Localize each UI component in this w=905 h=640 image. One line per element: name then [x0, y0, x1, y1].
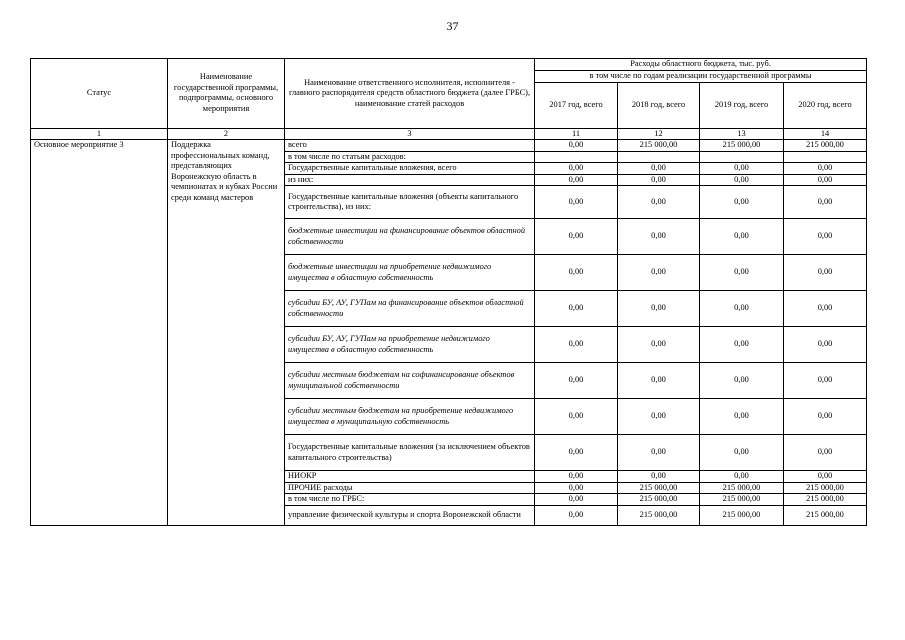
- row-label: бюджетные инвестиции на приобретение недвижимого имущества в областную собственность: [285, 255, 535, 291]
- column-number: 13: [700, 128, 784, 140]
- value-2017: 0,00: [535, 505, 618, 525]
- value-2018: 0,00: [618, 471, 700, 483]
- value-2019: 0,00: [700, 291, 784, 327]
- row-label: Государственные капитальные вложения (за исключением объектов капитального строительства): [285, 435, 535, 471]
- value-2017: 0,00: [535, 255, 618, 291]
- row-label: в том числе по статьям расходов:: [285, 151, 535, 163]
- value-2020: 0,00: [784, 219, 867, 255]
- value-2019: 0,00: [700, 435, 784, 471]
- value-2017: 0,00: [535, 435, 618, 471]
- value-2017: [535, 151, 618, 163]
- value-2018: 0,00: [618, 174, 700, 186]
- row-label: бюджетные инвестиции на финансирование объектов областной собственности: [285, 219, 535, 255]
- value-2018: 0,00: [618, 186, 700, 219]
- value-2020: 0,00: [784, 363, 867, 399]
- value-2019: 215 000,00: [700, 494, 784, 506]
- value-2017: 0,00: [535, 186, 618, 219]
- value-2018: 0,00: [618, 219, 700, 255]
- row-label: ПРОЧИЕ расходы: [285, 482, 535, 494]
- value-2020: 0,00: [784, 291, 867, 327]
- column-number: 3: [285, 128, 535, 140]
- row-label: Государственные капитальные вложения, всего: [285, 163, 535, 175]
- value-2020: 0,00: [784, 471, 867, 483]
- header-program-name: Наименование государственной программы, подпрограммы, основного мероприятия: [168, 59, 285, 129]
- value-2018: 0,00: [618, 363, 700, 399]
- program-cell: Поддержка профессиональных команд, представляющих Воронежскую область в чемпионатах и кубках России среди команд мастеров: [168, 140, 285, 526]
- budget-table: [30, 58, 867, 526]
- value-2020: 215 000,00: [784, 140, 867, 152]
- value-2019: 0,00: [700, 399, 784, 435]
- value-2019: 0,00: [700, 327, 784, 363]
- value-2017: 0,00: [535, 174, 618, 186]
- value-2020: [784, 151, 867, 163]
- column-number: 1: [31, 128, 168, 140]
- row-label: управление физической культуры и спорта Воронежской области: [285, 505, 535, 525]
- value-2018: 0,00: [618, 163, 700, 175]
- header-year-2018: 2018 год, всего: [618, 82, 700, 128]
- row-label: субсидии БУ, АУ, ГУПам на приобретение недвижимого имущества в областную собственность: [285, 327, 535, 363]
- column-number: 12: [618, 128, 700, 140]
- value-2017: 0,00: [535, 291, 618, 327]
- header-row-1: [31, 59, 867, 71]
- value-2019: 215 000,00: [700, 482, 784, 494]
- value-2019: 0,00: [700, 219, 784, 255]
- value-2017: 0,00: [535, 482, 618, 494]
- value-2017: 0,00: [535, 399, 618, 435]
- column-number: 11: [535, 128, 618, 140]
- value-2018: 0,00: [618, 399, 700, 435]
- value-2019: 0,00: [700, 163, 784, 175]
- page-number: 37: [446, 19, 459, 33]
- value-2017: 0,00: [535, 140, 618, 152]
- header-year-2017: 2017 год, всего: [535, 82, 618, 128]
- value-2020: 0,00: [784, 186, 867, 219]
- row-label: субсидии местным бюджетам на приобретение недвижимого имущества в муниципальную собственность: [285, 399, 535, 435]
- value-2018: 0,00: [618, 435, 700, 471]
- header-year-2019: 2019 год, всего: [700, 82, 784, 128]
- row-label: Государственные капитальные вложения (объекты капитального строительства), из них:: [285, 186, 535, 219]
- value-2019: 0,00: [700, 174, 784, 186]
- column-numbers-row: [31, 128, 867, 140]
- value-2019: 0,00: [700, 255, 784, 291]
- value-2019: 0,00: [700, 186, 784, 219]
- header-expenses-title: Расходы областного бюджета, тыс. руб.: [535, 59, 867, 71]
- value-2019: 215 000,00: [700, 140, 784, 152]
- value-2018: 215 000,00: [618, 505, 700, 525]
- value-2020: 0,00: [784, 399, 867, 435]
- value-2018: 0,00: [618, 291, 700, 327]
- row-label: субсидии БУ, АУ, ГУПам на финансирование объектов областной собственности: [285, 291, 535, 327]
- value-2017: 0,00: [535, 327, 618, 363]
- table-row: [31, 140, 867, 152]
- value-2018: 215 000,00: [618, 494, 700, 506]
- value-2020: 0,00: [784, 174, 867, 186]
- value-2020: 0,00: [784, 255, 867, 291]
- row-label: всего: [285, 140, 535, 152]
- value-2020: 0,00: [784, 435, 867, 471]
- value-2020: 215 000,00: [784, 482, 867, 494]
- row-label: субсидии местным бюджетам на софинансирование объектов муниципальной собственности: [285, 363, 535, 399]
- value-2017: 0,00: [535, 363, 618, 399]
- value-2017: 0,00: [535, 219, 618, 255]
- value-2018: 0,00: [618, 255, 700, 291]
- value-2017: 0,00: [535, 163, 618, 175]
- header-status: Статус: [31, 59, 168, 129]
- value-2019: 0,00: [700, 363, 784, 399]
- value-2018: 215 000,00: [618, 140, 700, 152]
- column-number: 14: [784, 128, 867, 140]
- row-label: в том числе по ГРБС:: [285, 494, 535, 506]
- value-2017: 0,00: [535, 494, 618, 506]
- value-2020: 0,00: [784, 327, 867, 363]
- value-2018: [618, 151, 700, 163]
- header-by-years: в том числе по годам реализации государственной программы: [535, 71, 867, 83]
- column-number: 2: [168, 128, 285, 140]
- value-2019: [700, 151, 784, 163]
- value-2019: 0,00: [700, 471, 784, 483]
- header-executor: Наименование ответственного исполнителя, исполнителя - главного распорядителя средств областного бюджета (далее ГРБС), наименование статей расходов: [285, 59, 535, 129]
- header-year-2020: 2020 год, всего: [784, 82, 867, 128]
- value-2020: 215 000,00: [784, 494, 867, 506]
- status-cell: Основное мероприятие 3: [31, 140, 168, 526]
- row-label: из них:: [285, 174, 535, 186]
- row-label: НИОКР: [285, 471, 535, 483]
- value-2018: 0,00: [618, 327, 700, 363]
- value-2019: 215 000,00: [700, 505, 784, 525]
- value-2018: 215 000,00: [618, 482, 700, 494]
- value-2020: 0,00: [784, 163, 867, 175]
- value-2020: 215 000,00: [784, 505, 867, 525]
- value-2017: 0,00: [535, 471, 618, 483]
